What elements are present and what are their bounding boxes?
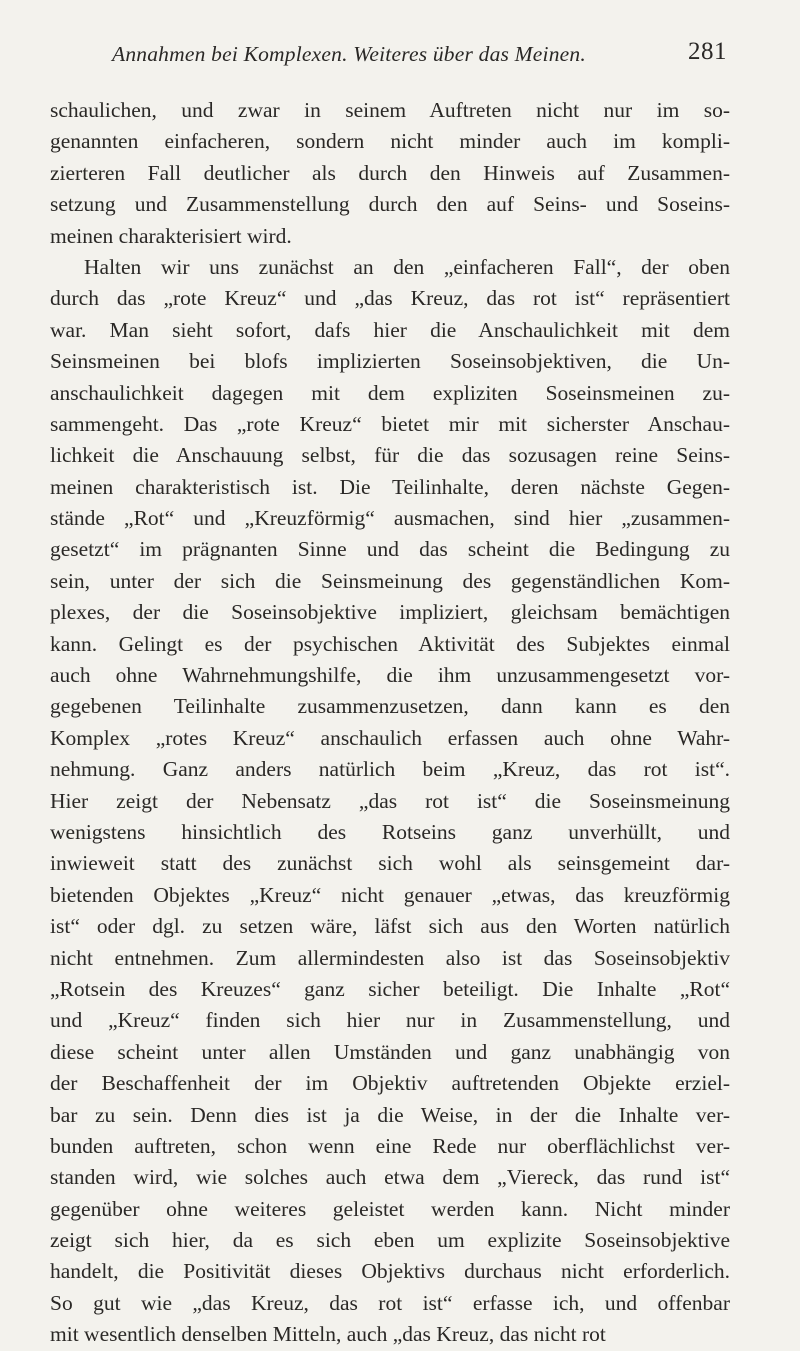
text-line: plexes, der die Soseinsobjektive impliziert, gleichsam bemächtigen — [50, 600, 730, 625]
text-line: bunden auftreten, schon wenn eine Rede nur oberflächlichst ver- — [50, 1133, 730, 1158]
text-line: So gut wie „das Kreuz, das rot ist“ erfasse ich, und offenbar — [50, 1290, 730, 1315]
text-line: Halten wir uns zunächst an den „einfacheren Fall“, der oben — [84, 254, 730, 279]
text-line: zierteren Fall deutlicher als durch den Hinweis auf Zusammen- — [50, 160, 730, 185]
text-line: ist“ oder dgl. zu setzen wäre, läfst sich aus den Worten natürlich — [50, 914, 730, 939]
text-line: kann. Gelingt es der psychischen Aktivität des Subjektes einmal — [50, 631, 730, 656]
text-line: genannten einfacheren, sondern nicht minder auch im kompli- — [50, 129, 730, 154]
text-line: gegebenen Teilinhalte zusammenzusetzen, dann kann es den — [50, 694, 730, 719]
text-line: bietenden Objektes „Kreuz“ nicht genauer „etwas, das kreuzförmig — [50, 882, 730, 907]
text-line: sein, unter der sich die Seinsmeinung des gegenständlichen Kom- — [50, 568, 730, 593]
text-line: stände „Rot“ und „Kreuzförmig“ ausmachen, sind hier „zusammen- — [50, 506, 730, 531]
text-line: meinen charakterisiert wird. — [50, 223, 292, 248]
text-line: gesetzt“ im prägnanten Sinne und das scheint die Bedingung zu — [50, 537, 730, 562]
text-line: gegenüber ohne weiteres geleistet werden kann. Nicht minder — [50, 1196, 730, 1221]
text-line: mit wesentlich denselben Mitteln, auch „das Kreuz, das nicht rot — [50, 1322, 606, 1347]
text-line: war. Man sieht sofort, dafs hier die Anschaulichkeit mit dem — [50, 317, 730, 342]
text-line: diese scheint unter allen Umständen und ganz unabhängig von — [50, 1039, 730, 1064]
text-line: schaulichen, und zwar in seinem Auftreten nicht nur im so- — [50, 98, 730, 122]
text-line: bar zu sein. Denn dies ist ja die Weise, in der die Inhalte ver- — [50, 1102, 730, 1127]
text-line: und „Kreuz“ finden sich hier nur in Zusammenstellung, und — [50, 1008, 730, 1033]
text-line: Komplex „rotes Kreuz“ anschaulich erfassen auch ohne Wahr- — [50, 725, 730, 750]
text-line: meinen charakteristisch ist. Die Teilinhalte, deren nächste Gegen- — [50, 474, 730, 499]
text-line: sammengeht. Das „rote Kreuz“ bietet mir mit sicherster Anschau- — [50, 411, 730, 436]
text-line: auch ohne Wahrnehmungshilfe, die ihm unzusammengesetzt vor- — [50, 663, 730, 688]
running-head — [112, 38, 727, 78]
text-line: anschaulichkeit dagegen mit dem expliziten Soseinsmeinen zu- — [50, 380, 730, 405]
text-line: nicht entnehmen. Zum allermindesten also ist das Soseinsobjektiv — [50, 945, 730, 970]
text-line: „Rotsein des Kreuzes“ ganz sicher beteiligt. Die Inhalte „Rot“ — [50, 976, 730, 1001]
text-line: zeigt sich hier, da es sich eben um explizite Soseinsobjektive — [50, 1228, 730, 1253]
running-title: Annahmen bei Komplexen. Weiteres über das Meinen. — [112, 42, 586, 66]
body-text — [50, 95, 730, 1351]
text-line: handelt, die Positivität dieses Objektivs durchaus nicht erforderlich. — [50, 1259, 730, 1284]
text-line: der Beschaffenheit der im Objektiv auftretenden Objekte erziel- — [50, 1071, 730, 1096]
text-line: lichkeit die Anschauung selbst, für die das sozusagen reine Seins- — [50, 443, 730, 468]
text-line: setzung und Zusammenstellung durch den auf Seins- und Soseins- — [50, 192, 730, 217]
text-line: nehmung. Ganz anders natürlich beim „Kreuz, das rot ist“. — [50, 757, 730, 782]
page-number: 281 — [688, 38, 727, 65]
text-line: Seinsmeinen bei blofs implizierten Soseinsobjektiven, die Un- — [50, 349, 730, 374]
text-line: inwieweit statt des zunächst sich wohl als seinsgemeint dar- — [50, 851, 730, 876]
text-line: wenigstens hinsichtlich des Rotseins ganz unverhüllt, und — [50, 819, 730, 844]
text-line: standen wird, wie solches auch etwa dem „Viereck, das rund ist“ — [50, 1165, 730, 1190]
text-line: Hier zeigt der Nebensatz „das rot ist“ die Soseinsmeinung — [50, 788, 730, 813]
text-line: durch das „rote Kreuz“ und „das Kreuz, das rot ist“ repräsentiert — [50, 286, 730, 311]
